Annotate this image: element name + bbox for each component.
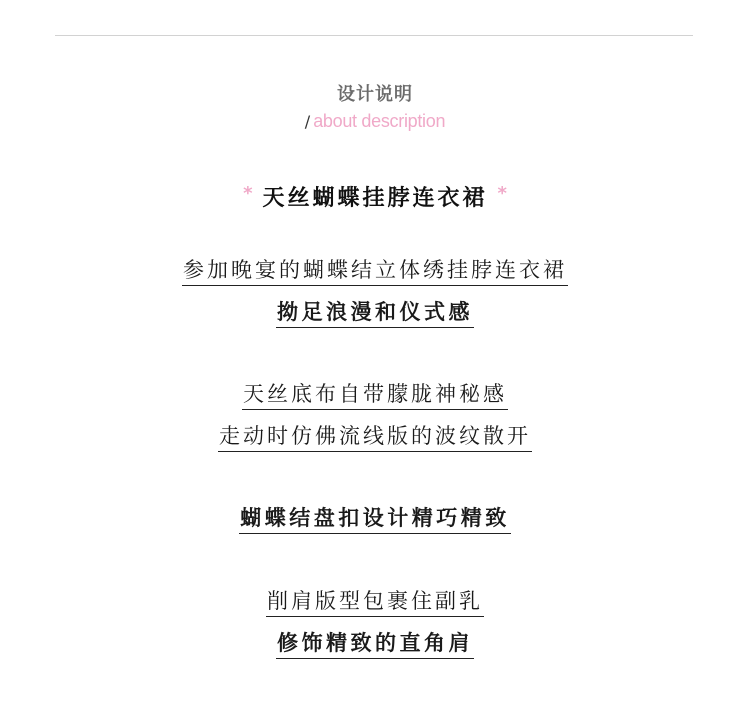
description-line (0, 504, 750, 534)
description-text: 参加晚宴的蝴蝶结立体绣挂脖连衣裙 (182, 256, 568, 286)
product-name: 天丝蝴蝶挂脖连衣裙 (262, 186, 488, 211)
description-text: 走动时仿佛流线版的波纹散开 (218, 422, 532, 452)
subtitle-english: about description (313, 111, 446, 131)
star-right-icon: * (497, 183, 507, 204)
section-subtitle (0, 109, 750, 134)
star-left-icon: * (243, 183, 253, 204)
subtitle-slash: / (304, 112, 311, 131)
description-line (0, 587, 750, 617)
section-title: 设计说明 (337, 84, 413, 105)
description-line (0, 256, 750, 286)
top-divider (55, 35, 693, 36)
description-line (0, 298, 750, 328)
product-heading (0, 181, 750, 212)
description-line (0, 380, 750, 410)
description-text: 削肩版型包裹住副乳 (266, 587, 484, 617)
description-text: 天丝底布自带朦胧神秘感 (242, 380, 508, 410)
description-text: 蝴蝶结盘扣设计精巧精致 (239, 504, 511, 534)
description-line (0, 422, 750, 452)
description-text: 拗足浪漫和仪式感 (276, 298, 474, 328)
description-text: 修饰精致的直角肩 (276, 629, 474, 659)
description-line (0, 629, 750, 659)
